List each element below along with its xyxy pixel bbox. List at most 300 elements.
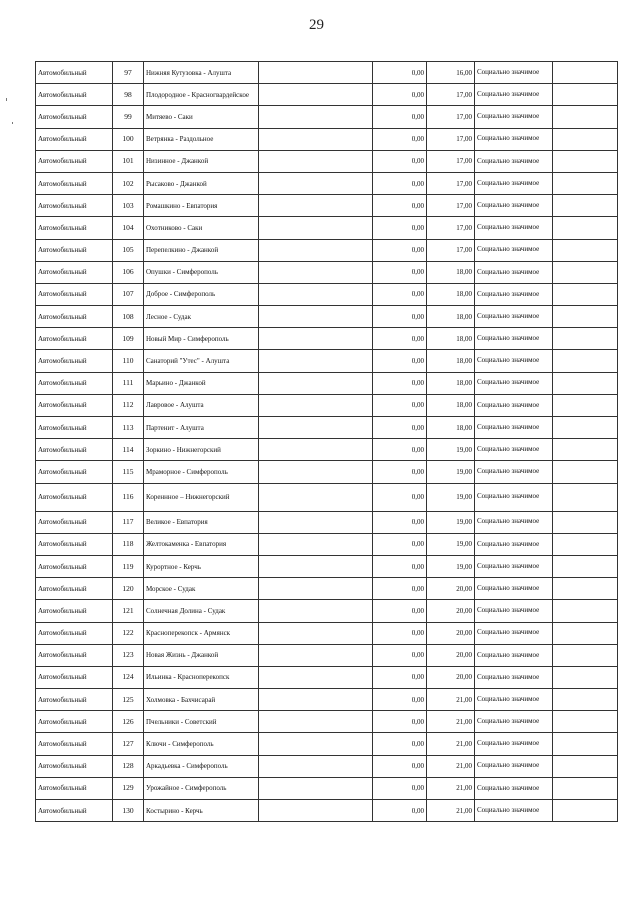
- empty-cell: [553, 261, 618, 283]
- empty-cell: [553, 600, 618, 622]
- route-name-cell: Лесное - Судак: [144, 306, 259, 328]
- empty-cell: [259, 711, 373, 733]
- route-number-cell: 120: [113, 578, 144, 600]
- empty-cell: [259, 511, 373, 533]
- empty-cell: [259, 172, 373, 194]
- table-row: [36, 578, 618, 600]
- route-name-cell: Зоркино - Нижнегорский: [144, 439, 259, 461]
- value-cell-1: 0,00: [373, 689, 427, 711]
- route-status-cell: Социально значимое: [475, 306, 553, 328]
- route-number-cell: 119: [113, 555, 144, 577]
- empty-cell: [553, 800, 618, 822]
- empty-cell: [553, 394, 618, 416]
- route-name-cell: Ромашкино - Евпатория: [144, 195, 259, 217]
- value-cell-1: 0,00: [373, 84, 427, 106]
- transport-type-cell: Автомобильный: [36, 439, 113, 461]
- empty-cell: [259, 328, 373, 350]
- route-number-cell: 114: [113, 439, 144, 461]
- empty-cell: [553, 689, 618, 711]
- route-number-cell: 97: [113, 62, 144, 84]
- value-cell-2: 17,00: [427, 150, 475, 172]
- table-row: [36, 755, 618, 777]
- route-name-cell: Охотниково - Саки: [144, 217, 259, 239]
- empty-cell: [553, 150, 618, 172]
- route-name-cell: Рысаково - Джанкой: [144, 172, 259, 194]
- value-cell-2: 18,00: [427, 417, 475, 439]
- page-number: 29: [309, 17, 324, 33]
- route-status-cell: Социально значимое: [475, 84, 553, 106]
- route-number-cell: 110: [113, 350, 144, 372]
- route-status-cell: Социально значимое: [475, 239, 553, 261]
- table-row: [36, 666, 618, 688]
- table-row: [36, 689, 618, 711]
- value-cell-2: 19,00: [427, 483, 475, 511]
- empty-cell: [259, 283, 373, 305]
- transport-type-cell: Автомобильный: [36, 533, 113, 555]
- value-cell-1: 0,00: [373, 711, 427, 733]
- route-number-cell: 100: [113, 128, 144, 150]
- empty-cell: [259, 128, 373, 150]
- table-row: [36, 483, 618, 511]
- value-cell-1: 0,00: [373, 62, 427, 84]
- empty-cell: [259, 555, 373, 577]
- route-status-cell: Социально значимое: [475, 62, 553, 84]
- empty-cell: [553, 511, 618, 533]
- transport-type-cell: Автомобильный: [36, 217, 113, 239]
- route-status-cell: Социально значимое: [475, 172, 553, 194]
- route-name-cell: Костырино - Керчь: [144, 800, 259, 822]
- empty-cell: [259, 150, 373, 172]
- route-number-cell: 125: [113, 689, 144, 711]
- route-number-cell: 124: [113, 666, 144, 688]
- value-cell-1: 0,00: [373, 600, 427, 622]
- route-status-cell: Социально значимое: [475, 417, 553, 439]
- transport-type-cell: Автомобильный: [36, 600, 113, 622]
- route-status-cell: Социально значимое: [475, 261, 553, 283]
- value-cell-2: 17,00: [427, 195, 475, 217]
- empty-cell: [553, 439, 618, 461]
- table-row: [36, 128, 618, 150]
- route-number-cell: 129: [113, 777, 144, 799]
- empty-cell: [553, 417, 618, 439]
- route-status-cell: Социально значимое: [475, 350, 553, 372]
- route-number-cell: 101: [113, 150, 144, 172]
- table-row: [36, 600, 618, 622]
- route-name-cell: Новый Мир - Симферополь: [144, 328, 259, 350]
- route-status-cell: Социально значимое: [475, 755, 553, 777]
- route-name-cell: Плодородное - Красногвардейское: [144, 84, 259, 106]
- transport-type-cell: Автомобильный: [36, 306, 113, 328]
- route-status-cell: Социально значимое: [475, 555, 553, 577]
- route-status-cell: Социально значимое: [475, 217, 553, 239]
- transport-type-cell: Автомобильный: [36, 666, 113, 688]
- empty-cell: [553, 283, 618, 305]
- value-cell-1: 0,00: [373, 128, 427, 150]
- value-cell-2: 21,00: [427, 733, 475, 755]
- table-row: [36, 350, 618, 372]
- empty-cell: [259, 306, 373, 328]
- value-cell-2: 20,00: [427, 600, 475, 622]
- empty-cell: [553, 555, 618, 577]
- route-status-cell: Социально значимое: [475, 106, 553, 128]
- route-status-cell: Социально значимое: [475, 689, 553, 711]
- value-cell-1: 0,00: [373, 755, 427, 777]
- table-row: [36, 195, 618, 217]
- route-name-cell: Великое - Евпатория: [144, 511, 259, 533]
- table-row: [36, 555, 618, 577]
- table-row: [36, 172, 618, 194]
- route-name-cell: Партенит - Алушта: [144, 417, 259, 439]
- route-status-cell: Социально значимое: [475, 711, 553, 733]
- empty-cell: [259, 533, 373, 555]
- route-name-cell: Холмовка - Бахчисарай: [144, 689, 259, 711]
- value-cell-2: 18,00: [427, 372, 475, 394]
- value-cell-2: 21,00: [427, 800, 475, 822]
- route-name-cell: Урожайное - Симферополь: [144, 777, 259, 799]
- route-number-cell: 103: [113, 195, 144, 217]
- empty-cell: [553, 666, 618, 688]
- transport-type-cell: Автомобильный: [36, 578, 113, 600]
- value-cell-2: 21,00: [427, 711, 475, 733]
- table-row: [36, 394, 618, 416]
- route-name-cell: Ильинка - Красноперекопск: [144, 666, 259, 688]
- routes-table: [35, 61, 618, 822]
- route-status-cell: Социально значимое: [475, 622, 553, 644]
- route-name-cell: Кореннное – Нижнегорский: [144, 483, 259, 511]
- empty-cell: [553, 622, 618, 644]
- route-status-cell: Социально значимое: [475, 733, 553, 755]
- route-name-cell: Опушки - Симферополь: [144, 261, 259, 283]
- table-row: [36, 733, 618, 755]
- empty-cell: [553, 195, 618, 217]
- route-name-cell: Солнечная Долина - Судак: [144, 600, 259, 622]
- value-cell-1: 0,00: [373, 622, 427, 644]
- empty-cell: [553, 328, 618, 350]
- route-number-cell: 107: [113, 283, 144, 305]
- value-cell-1: 0,00: [373, 394, 427, 416]
- route-name-cell: Новая Жизнь - Джанкой: [144, 644, 259, 666]
- route-status-cell: Социально значимое: [475, 600, 553, 622]
- empty-cell: [553, 777, 618, 799]
- route-number-cell: 118: [113, 533, 144, 555]
- empty-cell: [553, 172, 618, 194]
- route-number-cell: 112: [113, 394, 144, 416]
- transport-type-cell: Автомобильный: [36, 84, 113, 106]
- transport-type-cell: Автомобильный: [36, 150, 113, 172]
- route-status-cell: Социально значимое: [475, 372, 553, 394]
- route-number-cell: 109: [113, 328, 144, 350]
- transport-type-cell: Автомобильный: [36, 62, 113, 84]
- route-status-cell: Социально значимое: [475, 283, 553, 305]
- value-cell-1: 0,00: [373, 106, 427, 128]
- route-number-cell: 108: [113, 306, 144, 328]
- transport-type-cell: Автомобильный: [36, 800, 113, 822]
- value-cell-1: 0,00: [373, 511, 427, 533]
- transport-type-cell: Автомобильный: [36, 239, 113, 261]
- value-cell-1: 0,00: [373, 555, 427, 577]
- route-name-cell: Митяево - Саки: [144, 106, 259, 128]
- transport-type-cell: Автомобильный: [36, 106, 113, 128]
- transport-type-cell: Автомобильный: [36, 461, 113, 483]
- route-number-cell: 122: [113, 622, 144, 644]
- value-cell-2: 17,00: [427, 128, 475, 150]
- value-cell-1: 0,00: [373, 283, 427, 305]
- route-status-cell: Социально значимое: [475, 644, 553, 666]
- transport-type-cell: Автомобильный: [36, 733, 113, 755]
- table-row: [36, 461, 618, 483]
- value-cell-2: 21,00: [427, 755, 475, 777]
- value-cell-1: 0,00: [373, 800, 427, 822]
- value-cell-1: 0,00: [373, 239, 427, 261]
- empty-cell: [259, 217, 373, 239]
- route-status-cell: Социально значимое: [475, 777, 553, 799]
- value-cell-1: 0,00: [373, 644, 427, 666]
- route-number-cell: 126: [113, 711, 144, 733]
- transport-type-cell: Автомобильный: [36, 755, 113, 777]
- routes-table-body: [36, 62, 618, 822]
- table-row: [36, 150, 618, 172]
- value-cell-2: 20,00: [427, 578, 475, 600]
- empty-cell: [259, 461, 373, 483]
- transport-type-cell: Автомобильный: [36, 172, 113, 194]
- value-cell-1: 0,00: [373, 461, 427, 483]
- value-cell-2: 19,00: [427, 511, 475, 533]
- transport-type-cell: Автомобильный: [36, 644, 113, 666]
- empty-cell: [259, 644, 373, 666]
- value-cell-1: 0,00: [373, 439, 427, 461]
- empty-cell: [553, 533, 618, 555]
- empty-cell: [259, 439, 373, 461]
- empty-cell: [259, 84, 373, 106]
- route-name-cell: Санаторий "Утес" - Алушта: [144, 350, 259, 372]
- empty-cell: [553, 239, 618, 261]
- route-name-cell: Низинное - Джанкой: [144, 150, 259, 172]
- route-name-cell: Лавровое - Алушта: [144, 394, 259, 416]
- route-number-cell: 105: [113, 239, 144, 261]
- empty-cell: [259, 62, 373, 84]
- route-number-cell: 102: [113, 172, 144, 194]
- route-status-cell: Социально значимое: [475, 328, 553, 350]
- empty-cell: [553, 350, 618, 372]
- table-row: [36, 511, 618, 533]
- route-number-cell: 98: [113, 84, 144, 106]
- empty-cell: [553, 84, 618, 106]
- route-name-cell: Ветрянка - Раздольное: [144, 128, 259, 150]
- route-name-cell: Перепелкино - Джанкой: [144, 239, 259, 261]
- table-row: [36, 106, 618, 128]
- transport-type-cell: Автомобильный: [36, 689, 113, 711]
- value-cell-2: 16,00: [427, 62, 475, 84]
- empty-cell: [259, 666, 373, 688]
- value-cell-2: 18,00: [427, 394, 475, 416]
- margin-mark: [12, 122, 13, 124]
- value-cell-2: 18,00: [427, 306, 475, 328]
- value-cell-2: 18,00: [427, 350, 475, 372]
- route-name-cell: Нижняя Кутузовка - Алушта: [144, 62, 259, 84]
- table-row: [36, 777, 618, 799]
- route-name-cell: Курортное - Керчь: [144, 555, 259, 577]
- empty-cell: [553, 578, 618, 600]
- route-status-cell: Социально значимое: [475, 439, 553, 461]
- value-cell-2: 17,00: [427, 106, 475, 128]
- empty-cell: [259, 800, 373, 822]
- transport-type-cell: Автомобильный: [36, 511, 113, 533]
- table-row: [36, 800, 618, 822]
- value-cell-2: 19,00: [427, 555, 475, 577]
- value-cell-2: 17,00: [427, 239, 475, 261]
- route-name-cell: Красноперекопск - Армянск: [144, 622, 259, 644]
- value-cell-1: 0,00: [373, 533, 427, 555]
- route-number-cell: 123: [113, 644, 144, 666]
- empty-cell: [553, 306, 618, 328]
- route-number-cell: 106: [113, 261, 144, 283]
- transport-type-cell: Автомобильный: [36, 195, 113, 217]
- value-cell-2: 20,00: [427, 666, 475, 688]
- empty-cell: [259, 777, 373, 799]
- route-status-cell: Социально значимое: [475, 533, 553, 555]
- empty-cell: [259, 372, 373, 394]
- table-row: [36, 84, 618, 106]
- value-cell-1: 0,00: [373, 350, 427, 372]
- value-cell-2: 19,00: [427, 533, 475, 555]
- value-cell-1: 0,00: [373, 666, 427, 688]
- empty-cell: [553, 711, 618, 733]
- empty-cell: [259, 239, 373, 261]
- empty-cell: [259, 483, 373, 511]
- transport-type-cell: Автомобильный: [36, 555, 113, 577]
- transport-type-cell: Автомобильный: [36, 777, 113, 799]
- route-number-cell: 111: [113, 372, 144, 394]
- route-status-cell: Социально значимое: [475, 800, 553, 822]
- route-number-cell: 128: [113, 755, 144, 777]
- value-cell-2: 17,00: [427, 84, 475, 106]
- route-number-cell: 99: [113, 106, 144, 128]
- route-status-cell: Социально значимое: [475, 483, 553, 511]
- table-row: [36, 306, 618, 328]
- empty-cell: [259, 578, 373, 600]
- value-cell-1: 0,00: [373, 195, 427, 217]
- value-cell-1: 0,00: [373, 306, 427, 328]
- empty-cell: [553, 128, 618, 150]
- value-cell-1: 0,00: [373, 150, 427, 172]
- route-number-cell: 130: [113, 800, 144, 822]
- empty-cell: [553, 461, 618, 483]
- transport-type-cell: Автомобильный: [36, 711, 113, 733]
- empty-cell: [259, 600, 373, 622]
- value-cell-1: 0,00: [373, 261, 427, 283]
- value-cell-2: 18,00: [427, 328, 475, 350]
- transport-type-cell: Автомобильный: [36, 350, 113, 372]
- route-number-cell: 104: [113, 217, 144, 239]
- empty-cell: [553, 372, 618, 394]
- route-status-cell: Социально значимое: [475, 511, 553, 533]
- route-status-cell: Социально значимое: [475, 394, 553, 416]
- route-status-cell: Социально значимое: [475, 150, 553, 172]
- transport-type-cell: Автомобильный: [36, 372, 113, 394]
- value-cell-2: 21,00: [427, 777, 475, 799]
- route-number-cell: 113: [113, 417, 144, 439]
- transport-type-cell: Автомобильный: [36, 394, 113, 416]
- transport-type-cell: Автомобильный: [36, 622, 113, 644]
- value-cell-1: 0,00: [373, 578, 427, 600]
- value-cell-2: 17,00: [427, 172, 475, 194]
- route-number-cell: 127: [113, 733, 144, 755]
- route-name-cell: Ключи - Симферополь: [144, 733, 259, 755]
- value-cell-1: 0,00: [373, 328, 427, 350]
- value-cell-2: 19,00: [427, 461, 475, 483]
- empty-cell: [553, 483, 618, 511]
- table-row: [36, 328, 618, 350]
- value-cell-2: 19,00: [427, 439, 475, 461]
- empty-cell: [553, 644, 618, 666]
- empty-cell: [259, 195, 373, 217]
- value-cell-1: 0,00: [373, 417, 427, 439]
- table-row: [36, 372, 618, 394]
- route-status-cell: Социально значимое: [475, 666, 553, 688]
- value-cell-2: 18,00: [427, 283, 475, 305]
- route-number-cell: 117: [113, 511, 144, 533]
- transport-type-cell: Автомобильный: [36, 328, 113, 350]
- value-cell-1: 0,00: [373, 172, 427, 194]
- table-row: [36, 283, 618, 305]
- empty-cell: [259, 417, 373, 439]
- transport-type-cell: Автомобильный: [36, 128, 113, 150]
- value-cell-2: 17,00: [427, 217, 475, 239]
- transport-type-cell: Автомобильный: [36, 283, 113, 305]
- route-status-cell: Социально значимое: [475, 578, 553, 600]
- route-number-cell: 116: [113, 483, 144, 511]
- table-row: [36, 239, 618, 261]
- value-cell-2: 20,00: [427, 644, 475, 666]
- empty-cell: [259, 261, 373, 283]
- route-number-cell: 115: [113, 461, 144, 483]
- empty-cell: [553, 755, 618, 777]
- route-name-cell: Доброе - Симферополь: [144, 283, 259, 305]
- empty-cell: [259, 350, 373, 372]
- route-name-cell: Желтокаменка - Евпатория: [144, 533, 259, 555]
- value-cell-1: 0,00: [373, 777, 427, 799]
- empty-cell: [553, 733, 618, 755]
- route-status-cell: Социально значимое: [475, 195, 553, 217]
- table-row: [36, 622, 618, 644]
- empty-cell: [259, 733, 373, 755]
- value-cell-2: 18,00: [427, 261, 475, 283]
- table-row: [36, 439, 618, 461]
- empty-cell: [259, 394, 373, 416]
- table-row: [36, 711, 618, 733]
- empty-cell: [259, 106, 373, 128]
- table-row: [36, 533, 618, 555]
- table-row: [36, 62, 618, 84]
- route-name-cell: Пчельники - Советский: [144, 711, 259, 733]
- margin-mark: [6, 98, 7, 101]
- empty-cell: [553, 217, 618, 239]
- value-cell-1: 0,00: [373, 217, 427, 239]
- table-row: [36, 261, 618, 283]
- value-cell-2: 21,00: [427, 689, 475, 711]
- table-row: [36, 644, 618, 666]
- route-status-cell: Социально значимое: [475, 461, 553, 483]
- empty-cell: [259, 755, 373, 777]
- empty-cell: [553, 62, 618, 84]
- transport-type-cell: Автомобильный: [36, 261, 113, 283]
- route-name-cell: Марьино - Джанкой: [144, 372, 259, 394]
- value-cell-2: 20,00: [427, 622, 475, 644]
- value-cell-1: 0,00: [373, 483, 427, 511]
- route-name-cell: Мраморное - Симферополь: [144, 461, 259, 483]
- transport-type-cell: Автомобильный: [36, 483, 113, 511]
- value-cell-1: 0,00: [373, 733, 427, 755]
